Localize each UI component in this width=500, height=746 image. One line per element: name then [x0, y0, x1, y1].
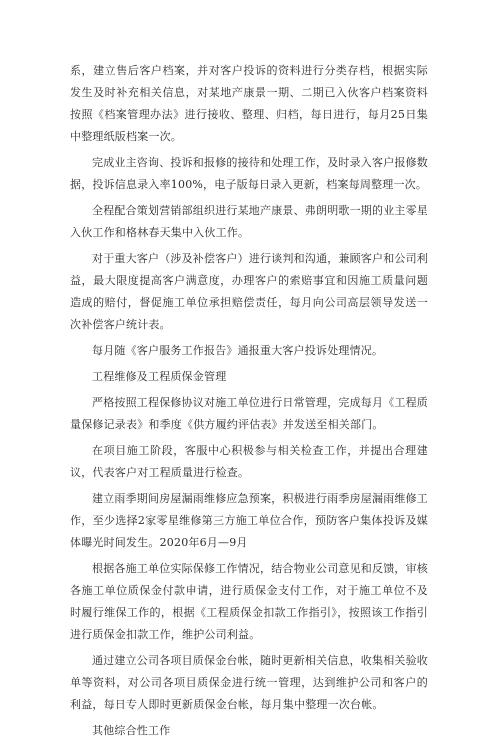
paragraph-major-clients: 对于重大客户（涉及补偿客户）进行谈判和沟通，兼顾客户和公司利益，最大限度提高客户满意度，办理客户的索赔事宜和因施工质量问题造成的赔付，督促施工单位承担赔偿责任，每月向公司高层领导发送一次补偿客户统计表。 [70, 252, 428, 331]
document-body [70, 60, 428, 746]
section-heading-maintenance: 工程维修及工程质保金管理 [92, 370, 227, 383]
paragraph-warranty-ledger: 通过建立公司各项目质保金台帐，随时更新相关信息，收集相关验收单等资料，对公司各项目质保金进行统一管理，达到维护公司和客户的利益，每日专人即时更新质保金台帐，每月集中整理一次台帐。 [70, 654, 428, 711]
paragraph-construction-inspection: 在项目施工阶段，客服中心积极参与相关检查工作，并提出合理建议，代表客户对工程质量进行检查。 [70, 444, 428, 479]
paragraph-warranty-payment: 根据各施工单位实际保修工作情况，结合物业公司意见和反馈，审核各施工单位质保金付款申请，进行质保金支付工作，对于施工单位不及时履行维保工作的，根据《工程质保金扣款工作指引》，按照该工作指引进行质保金扣款工作，维护公司利益。 [70, 562, 428, 641]
paragraph-monthly-report: 每月随《客户服务工作报告》通报重大客户投诉处理情况。 [92, 344, 384, 357]
section-heading-other-work: 其他综合性工作 [92, 724, 171, 737]
paragraph-archive-management: 系，建立售后客户档案，并对客户投诉的资料进行分类存档，根据实际发生及时补充相关信息，对某地产康景一期、二期已入伙客户档案资料按照《档案管理办法》进行接收、整理、归档，每日进行，每月25日集中整理纸版档案一次。 [70, 64, 428, 143]
paragraph-move-in-support: 全程配合策划营销部组织进行某地产康景、弗朗明歌一期的业主零星入伙工作和格林春天集中入伙工作。 [70, 204, 428, 239]
paragraph-rainy-season-plan: 建立雨季期间房屋漏雨维修应急预案，积极进行雨季房屋漏雨维修工作，至少选择2家零星维修第三方施工单位合作，预防客户集体投诉及媒体曝光时间发生。2020年6月—9月 [70, 492, 428, 549]
paragraph-owner-inquiry: 完成业主咨询、投诉和报修的接待和处理工作，及时录入客户报修数据，投诉信息录入率100%，电子版每日录入更新，档案每周整理一次。 [70, 156, 428, 191]
paragraph-warranty-agreement: 严格按照工程保修协议对施工单位进行日常管理，完成每月《工程质量保修记录表》和季度《供方履约评估表》并发送至相关部门。 [70, 396, 428, 431]
